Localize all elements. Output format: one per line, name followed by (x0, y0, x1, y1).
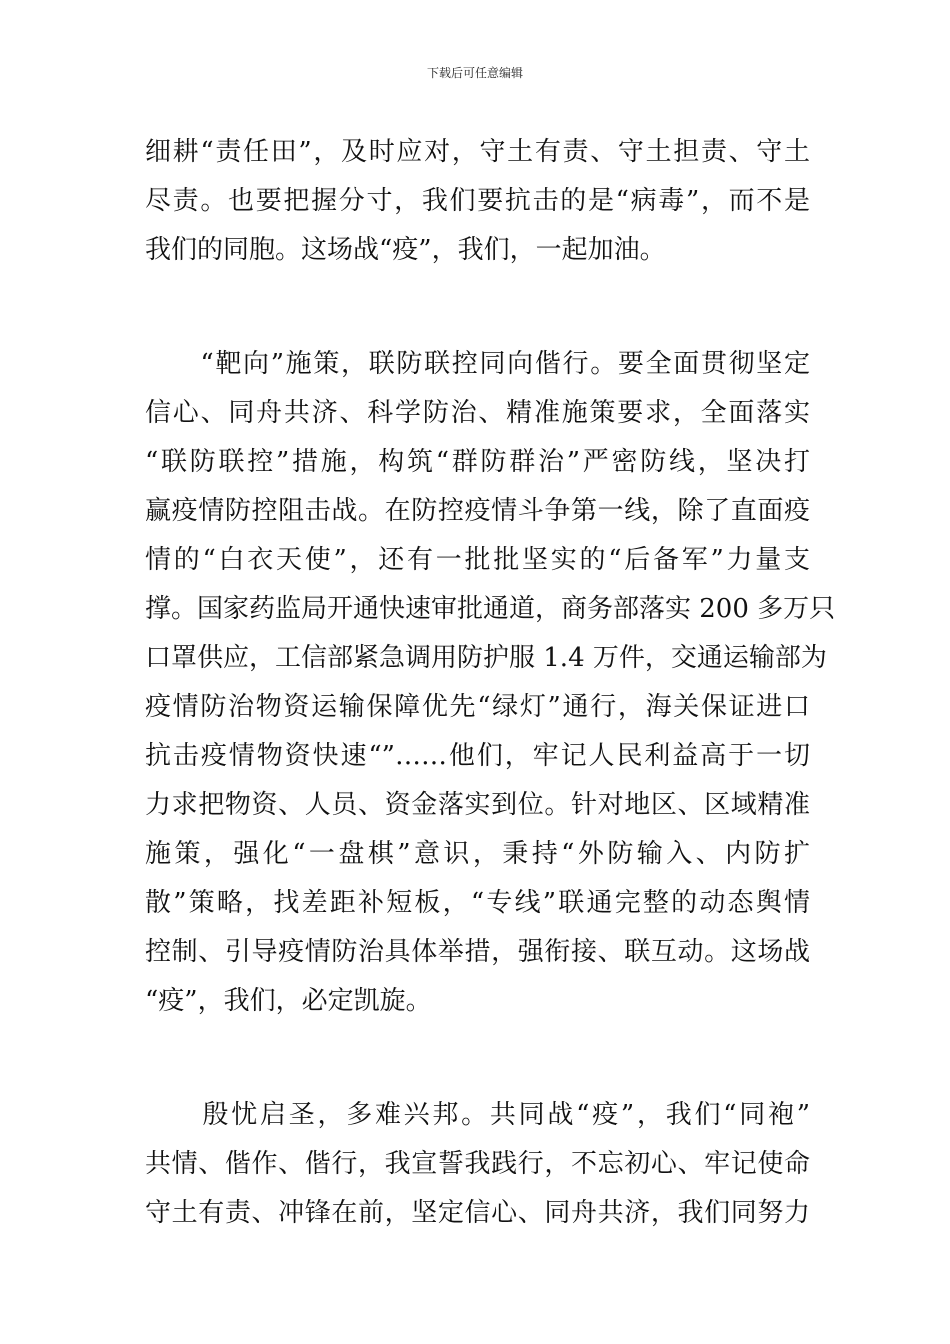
text-line: 抗击疫情物资快速“”……他们，牢记人民利益高于一切 (145, 741, 810, 771)
text-line: 施策，强化“一盘棋”意识，秉持“外防输入、内防扩 (145, 839, 810, 869)
text-line: “疫”，我们，必定凯旋。 (145, 986, 432, 1016)
text-line: 力求把物资、人员、资金落实到位。针对地区、区域精准 (145, 790, 810, 820)
text-line: 撑。国家药监局开通快速审批通道，商务部落实 200 多万只 (145, 594, 836, 624)
paragraph-3 (145, 1091, 810, 1238)
text-line: 尽责。也要把握分寸，我们要抗击的是“病毒”，而不是 (145, 186, 810, 216)
paragraph-2 (145, 340, 836, 1026)
text-line: 赢疫情防控阻击战。在防控疫情斗争第一线，除了直面疫 (145, 496, 810, 526)
paragraph-1 (145, 128, 810, 275)
text-line: “联防联控”措施，构筑“群防群治”严密防线，坚决打 (145, 447, 810, 477)
text-line: 信心、同舟共济、科学防治、精准施策要求，全面落实 (145, 398, 810, 428)
text-line: 情的“白衣天使”，还有一批批坚实的“后备军”力量支 (145, 545, 810, 575)
document-body (145, 128, 836, 1238)
text-line: “靶向”施策，联防联控同向偕行。要全面贯彻坚定 (145, 349, 810, 379)
text-line: 控制、引导疫情防治具体举措，强衔接、联互动。这场战 (145, 937, 810, 967)
text-line: 殷忧启圣，多难兴邦。共同战“疫”，我们“同袍” (145, 1100, 810, 1130)
text-line: 我们的同胞。这场战“疫”，我们，一起加油。 (145, 235, 666, 265)
text-line: 散”策略，找差距补短板，“专线”联通完整的动态舆情 (145, 888, 810, 918)
text-line: 疫情防治物资运输保障优先“绿灯”通行，海关保证进口 (145, 692, 810, 722)
text-line: 守土有责、冲锋在前，坚定信心、同舟共济，我们同努力 (145, 1198, 810, 1228)
text-line: 口罩供应，工信部紧急调用防护服 1.4 万件，交通运输部为 (145, 643, 827, 673)
text-line: 共情、偕作、偕行，我宣誓我践行，不忘初心、牢记使命 (145, 1149, 810, 1179)
page-header: 下载后可任意编辑 (426, 66, 523, 80)
text-line: 细耕“责任田”，及时应对，守土有责、守土担责、守土 (145, 137, 810, 167)
